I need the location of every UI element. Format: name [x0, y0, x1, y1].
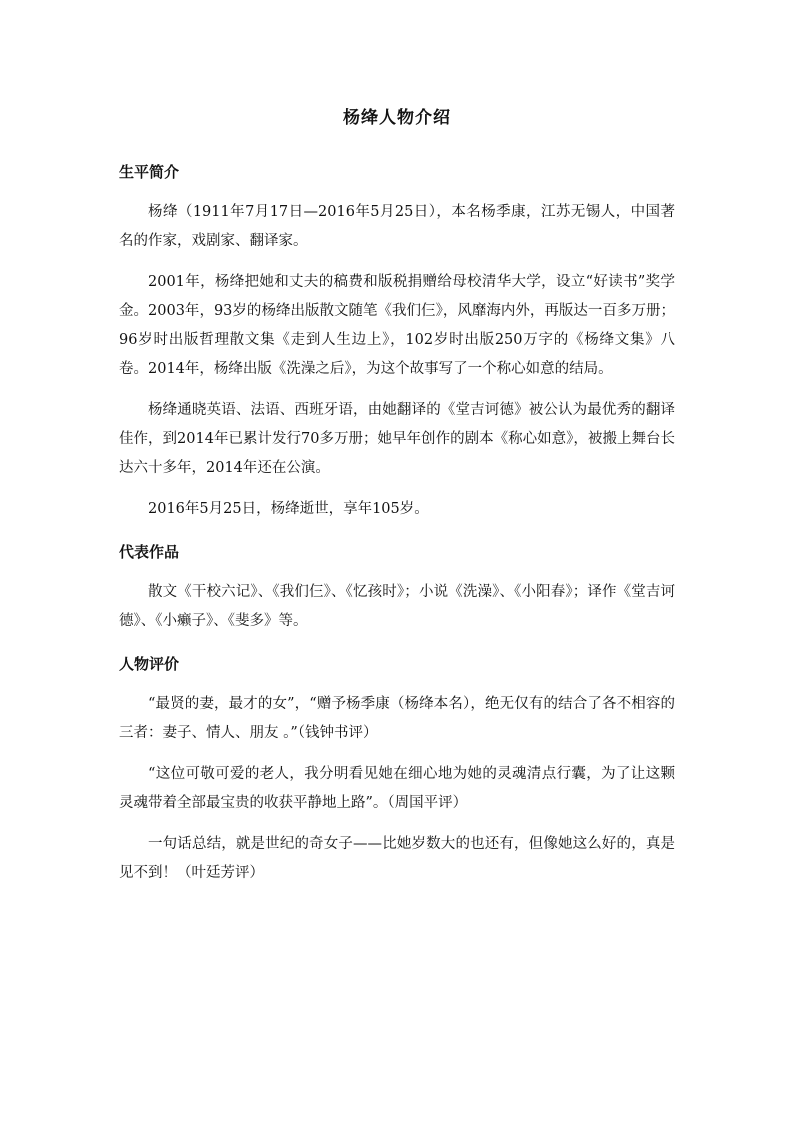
biography-paragraph: 杨绛通晓英语、法语、西班牙语，由她翻译的《堂吉诃德》被公认为最优秀的翻译佳作，到2014年已累计发行70多万册；她早年创作的剧本《称心如意》，被搬上舞台长达六十多年，2014年还在公演。: [119, 402, 675, 476]
biography-paragraph: 杨绛（1911年7月17日—2016年5月25日），本名杨季康，江苏无锡人，中国著名的作家，戏剧家、翻译家。: [119, 204, 675, 249]
evaluation-quote: “最贤的妻，最才的女”，“赠予杨季康（杨绛本名），绝无仅有的结合了各不相容的三者：妻子、情人、朋友 。”（钱钟书评）: [119, 696, 675, 741]
biography-paragraph: 2001年，杨绛把她和丈夫的稿费和版税捐赠给母校清华大学，设立“好读书”奖学金。2003年，93岁的杨绛出版散文随笔《我们仨》，风靡海内外，再版达一百多万册；96岁时出版哲理散文集《走到人生边上》，102岁时出版250万字的《杨绛文集》八卷。2014年，杨绛出版《洗澡之后》，为这个故事写了一个称心如意的结局。: [119, 274, 675, 377]
section-heading-biography: 生平简介: [119, 163, 180, 181]
document-title: 杨绛人物介绍: [343, 108, 451, 128]
section-biography: [119, 160, 675, 524]
document-body: [119, 100, 675, 900]
section-heading-works: 代表作品: [119, 543, 180, 561]
works-paragraph: 散文《干校六记》、《我们仨》、《忆孩时》；小说《洗澡》、《小阳春》；译作《堂吉诃德》、《小癞子》、《斐多》等。: [119, 584, 675, 629]
evaluation-quote: “这位可敬可爱的老人，我分明看见她在细心地为她的灵魂清点行囊，为了让这颗灵魂带着全部最宝贵的收获平静地上路”。（周国平评）: [119, 766, 675, 811]
section-evaluation: [119, 652, 675, 888]
evaluation-quote: 一句话总结，就是世纪的奇女子——比她岁数大的也还有，但像她这么好的，真是见不到！（叶廷芳评）: [119, 836, 675, 881]
section-heading-evaluation: 人物评价: [119, 655, 180, 673]
biography-paragraph: 2016年5月25日，杨绛逝世，享年105岁。: [148, 501, 429, 517]
section-works: [119, 540, 675, 636]
